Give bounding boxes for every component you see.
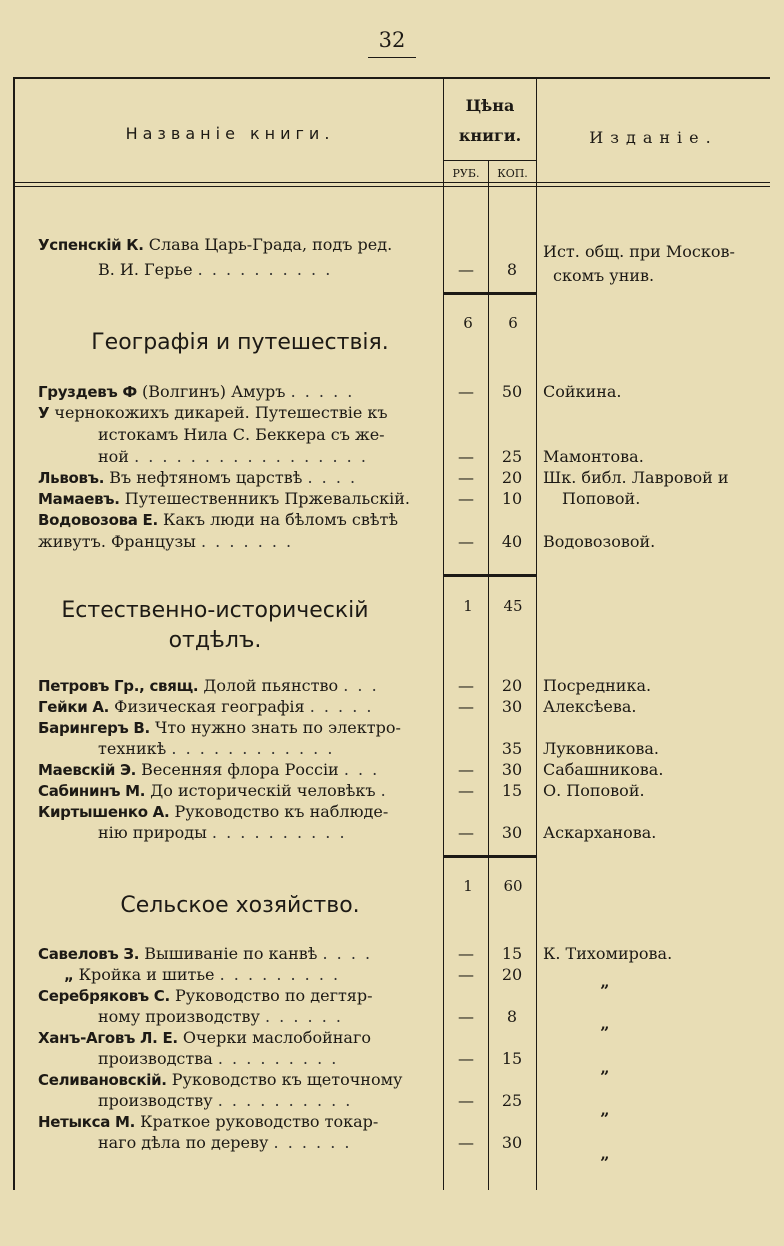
kop-cell: 30 bbox=[501, 823, 523, 842]
edition-cell: Мамонтова. bbox=[543, 447, 644, 466]
column-title-kop: КОП. bbox=[497, 167, 528, 180]
rub-cell: — bbox=[458, 760, 474, 779]
edition-cell: скомъ унив. bbox=[553, 266, 655, 285]
book-line: ной . . . . . . . . . . . . . . . . . bbox=[98, 447, 368, 466]
edition-cell: Шк. библ. Лавровой и bbox=[543, 468, 729, 487]
book-line: производства . . . . . . . . . bbox=[98, 1049, 339, 1068]
rub-cell: — bbox=[458, 823, 474, 842]
book-line: Ханъ-Аговъ Л. Е. Очерки маслобойнаго bbox=[38, 1028, 371, 1047]
section-total-rule bbox=[444, 292, 536, 295]
book-line: Барингеръ В. Что нужно знать по электро- bbox=[38, 718, 401, 737]
edition-ditto: „ bbox=[600, 972, 610, 991]
rub-cell: — bbox=[458, 781, 474, 800]
section-total-rub: 1 bbox=[463, 877, 473, 895]
edition-cell: К. Тихомирова. bbox=[543, 944, 673, 963]
rub-cell: — bbox=[458, 468, 474, 487]
book-line: Маевскій Э. Весенняя флора Россіи . . . bbox=[38, 760, 380, 779]
book-line: Киртышенко А. Руководство къ наблюде- bbox=[38, 802, 389, 821]
kop-cell: 15 bbox=[501, 781, 523, 800]
book-line: Львовъ. Въ нефтяномъ царствѣ . . . . bbox=[38, 468, 358, 487]
section-total-rule bbox=[444, 855, 536, 858]
edition-cell: О. Поповой. bbox=[543, 781, 645, 800]
edition-cell: Поповой. bbox=[562, 489, 641, 508]
section-total-rub: 1 bbox=[463, 597, 473, 615]
kop-cell: 20 bbox=[501, 965, 523, 984]
kop-cell: 8 bbox=[506, 1007, 518, 1026]
rub-cell: — bbox=[458, 1091, 474, 1110]
book-line: Нетыкса М. Краткое руководство токар- bbox=[38, 1112, 379, 1131]
section-heading: Естественно-историческій отдѣлъ. bbox=[61, 598, 369, 653]
book-line: производству . . . . . . . . . . bbox=[98, 1091, 353, 1110]
edition-cell: Луковникова. bbox=[543, 739, 659, 758]
edition-ditto: „ bbox=[600, 1058, 610, 1077]
edition-cell: Водовозовой. bbox=[543, 532, 656, 551]
book-line: наго дѣла по дереву . . . . . . bbox=[98, 1133, 352, 1152]
book-line: техникѣ . . . . . . . . . . . . bbox=[98, 739, 335, 758]
book-line: живутъ. Французы . . . . . . . bbox=[38, 532, 294, 551]
price-column-rule bbox=[443, 79, 444, 1190]
rub-cell: — bbox=[458, 532, 474, 551]
kop-cell: 8 bbox=[506, 260, 518, 279]
book-line: нію природы . . . . . . . . . . bbox=[98, 823, 347, 842]
section-total-rub: 6 bbox=[463, 314, 473, 332]
rub-cell: — bbox=[458, 944, 474, 963]
book-line: Серебряковъ С. Руководство по дегтяр- bbox=[38, 986, 373, 1005]
rub-cell: — bbox=[458, 1007, 474, 1026]
book-line: Савеловъ З. Вышиваніе по канвѣ . . . . bbox=[38, 944, 373, 963]
rub-kop-divider bbox=[488, 160, 489, 1190]
rub-cell: — bbox=[458, 489, 474, 508]
page-number-rule bbox=[368, 57, 416, 58]
edition-cell: Ист. общ. при Москов- bbox=[543, 242, 735, 261]
kop-cell: 50 bbox=[501, 382, 523, 401]
column-title-price-1: Цѣна bbox=[465, 96, 515, 115]
kop-cell: 35 bbox=[501, 739, 523, 758]
kop-cell: 10 bbox=[501, 489, 523, 508]
header-rule-2 bbox=[15, 186, 770, 187]
price-subheader-rule bbox=[443, 160, 536, 161]
book-line: истокамъ Нила С. Беккера съ же- bbox=[98, 425, 385, 444]
edition-cell: Посредника. bbox=[543, 676, 652, 695]
kop-cell: 30 bbox=[501, 1133, 523, 1152]
book-line: У чернокожихъ дикарей. Путешествіе къ bbox=[38, 403, 388, 422]
section-heading: Географія и путешествія. bbox=[91, 330, 389, 355]
column-title-price-2: книги. bbox=[458, 126, 522, 145]
rub-cell: — bbox=[458, 676, 474, 695]
book-line: Петровъ Гр., свящ. Долой пьянство . . . bbox=[38, 676, 379, 695]
rub-cell: — bbox=[458, 697, 474, 716]
rub-cell: — bbox=[458, 382, 474, 401]
edition-ditto: „ bbox=[600, 1144, 610, 1163]
book-line: Груздевъ Ф (Волгинъ) Амуръ . . . . . bbox=[38, 382, 355, 401]
kop-cell: 20 bbox=[501, 676, 523, 695]
section-total-kop: 60 bbox=[503, 877, 523, 895]
edition-column-rule bbox=[536, 79, 537, 1190]
book-line: Гейки А. Физическая географія . . . . . bbox=[38, 697, 374, 716]
kop-cell: 40 bbox=[501, 532, 523, 551]
book-line: Мамаевъ. Путешественникъ Пржевальскій. bbox=[38, 489, 410, 508]
edition-cell: Алексѣева. bbox=[543, 697, 637, 716]
section-heading: Сельское хозяйство. bbox=[120, 893, 360, 918]
edition-cell: Сабашникова. bbox=[543, 760, 664, 779]
book-line: Селивановскій. Руководство къ щеточному bbox=[38, 1070, 403, 1089]
rub-cell: — bbox=[458, 260, 474, 279]
edition-ditto: „ bbox=[600, 1014, 610, 1033]
edition-ditto: „ bbox=[600, 1100, 610, 1119]
kop-cell: 25 bbox=[501, 447, 523, 466]
edition-cell: Сойкина. bbox=[543, 382, 622, 401]
rub-cell: — bbox=[458, 1049, 474, 1068]
column-title-rub: РУБ. bbox=[452, 167, 480, 180]
book-line: В. И. Герье . . . . . . . . . . bbox=[98, 260, 333, 279]
kop-cell: 15 bbox=[501, 944, 523, 963]
section-total-kop: 45 bbox=[503, 597, 523, 615]
rub-cell: — bbox=[458, 447, 474, 466]
rub-cell: — bbox=[458, 965, 474, 984]
column-title-edition: Изданіе. bbox=[589, 128, 718, 147]
kop-cell: 30 bbox=[501, 697, 523, 716]
book-line: ному производству . . . . . . bbox=[98, 1007, 343, 1026]
page-number: 32 bbox=[378, 28, 406, 52]
rub-cell: — bbox=[458, 1133, 474, 1152]
kop-cell: 30 bbox=[501, 760, 523, 779]
book-line: Сабининъ М. До историческій человѣкъ . bbox=[38, 781, 388, 800]
book-line: Водовозова Е. Какъ люди на бѣломъ свѣтѣ bbox=[38, 510, 399, 529]
section-total-rule bbox=[444, 574, 536, 577]
header-rule-1 bbox=[15, 182, 770, 183]
kop-cell: 20 bbox=[501, 468, 523, 487]
kop-cell: 25 bbox=[501, 1091, 523, 1110]
section-total-kop: 6 bbox=[508, 314, 518, 332]
book-line: Успенскій К. Слава Царь-Града, подъ ред. bbox=[38, 235, 393, 254]
book-line: „ Кройка и шитье . . . . . . . . . bbox=[64, 965, 341, 984]
edition-cell: Аскарханова. bbox=[543, 823, 657, 842]
kop-cell: 15 bbox=[501, 1049, 523, 1068]
column-title-book: Названіе книги. bbox=[125, 124, 335, 143]
